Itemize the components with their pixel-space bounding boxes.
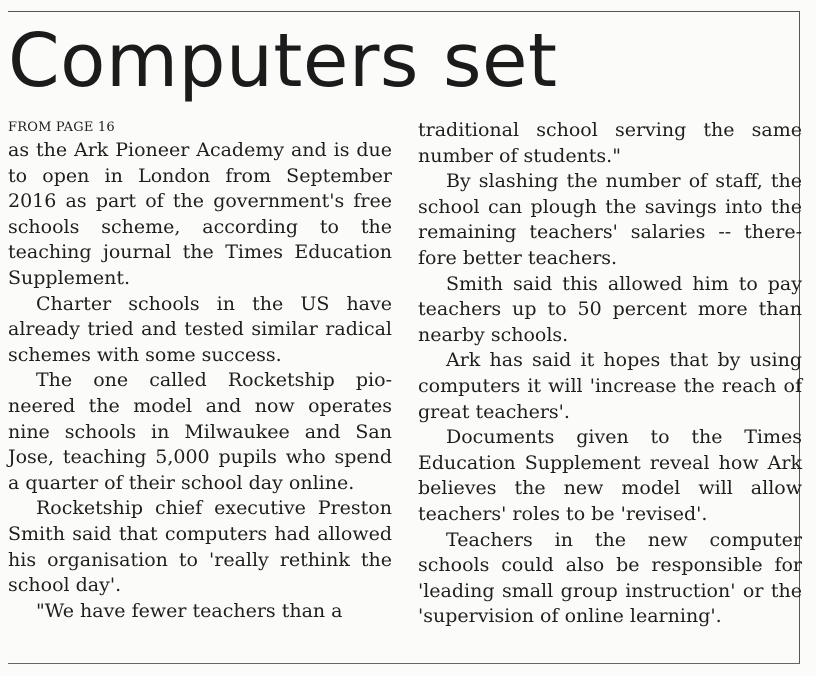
right-column: [418, 118, 802, 630]
left-column: [8, 118, 392, 624]
paragraph: By slashing the number of staff, the school can plough the savings into the remaining teachers' salaries -- therefore better teachers.: [418, 170, 802, 269]
bottom-border-rule: [8, 663, 800, 664]
headline: Computers set: [8, 18, 558, 104]
top-border-rule: [8, 11, 800, 12]
paragraph: Charter schools in the US have already tried and tested similar radical schemes with some success.: [8, 292, 392, 366]
paragraph: Rocketship chief executive Preston Smith said that computers had allowed his organisation to 'really rethink the school day'.: [8, 497, 392, 597]
paragraph: The one called Rocketship pioneered the model and now operates nine schools in Milwaukee and San Jose, teaching 5,000 pupils who spend a quarter of their school day online.: [8, 369, 392, 494]
paragraph: traditional school serving the same number of students.": [418, 119, 802, 167]
jump-line: FROM PAGE 16: [8, 120, 115, 135]
paragraph: Documents given to the Times Education Supplement reveal how Ark believes the new model will allow teachers' roles to be 'revised'.: [418, 426, 802, 525]
paragraph: Smith said this allowed him to pay teachers up to 50 percent more than nearby schools.: [418, 272, 802, 346]
paragraph: "We have fewer teachers than a: [36, 599, 343, 622]
paragraph: Teachers in the new computer schools could also be responsible for 'leading small group instruction' or the 'supervision of online learning'.: [418, 528, 802, 628]
paragraph: Ark has said it hopes that by using computers it will 'increase the reach of great teachers'.: [418, 349, 802, 423]
paragraph: as the Ark Pioneer Academy and is due to open in London from September 2016 as part of the government's free schools scheme, according to the teaching journal the Times Education Supplement.: [8, 139, 392, 289]
